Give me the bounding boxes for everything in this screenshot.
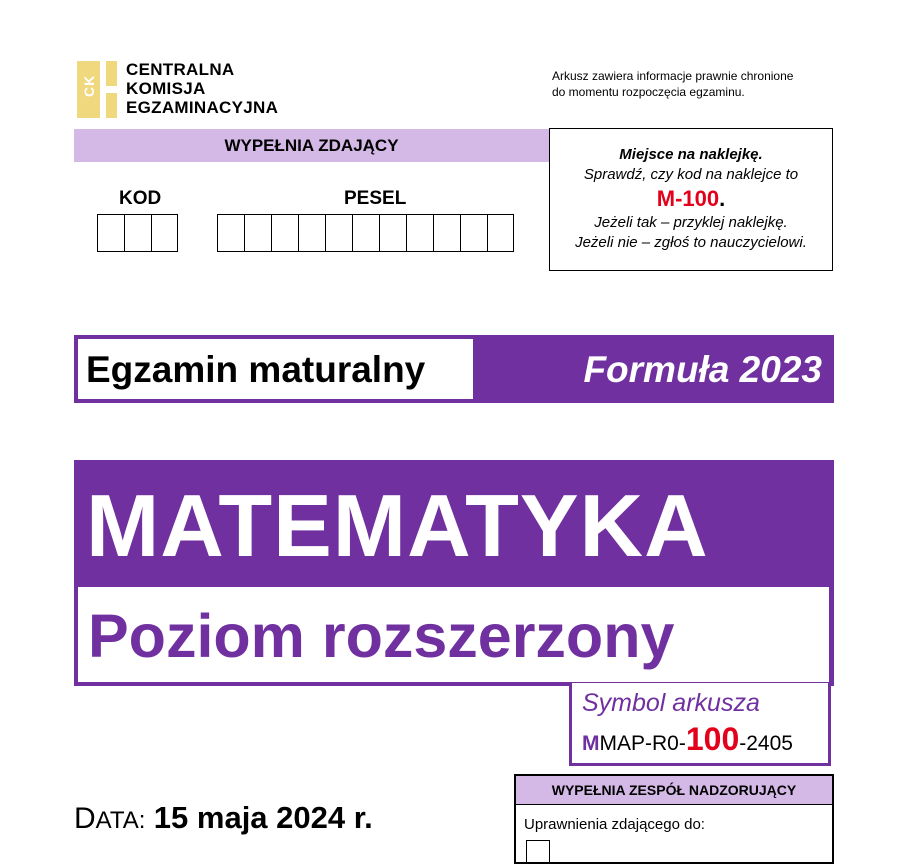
exam-formula: Formuła 2023 [583, 349, 822, 390]
cke-logo-mark [77, 61, 117, 118]
pesel-digit-cell[interactable] [352, 214, 379, 252]
pesel-digit-cell[interactable] [325, 214, 352, 252]
pesel-digit-cell[interactable] [298, 214, 325, 252]
pesel-digit-cell[interactable] [379, 214, 406, 252]
pesel-digit-cell[interactable] [460, 214, 487, 252]
kod-digit-cell[interactable] [97, 214, 124, 252]
sticker-code: M-100. [656, 186, 726, 211]
sheet-symbol-label: Symbol arkusza [582, 689, 760, 717]
cke-logo-text [126, 60, 278, 117]
kod-digit-cell[interactable] [151, 214, 178, 252]
supervision-box [514, 774, 834, 864]
kod-input-cells[interactable] [97, 214, 178, 252]
notice-line-2: do momentu rozpoczęcia egzaminu. [552, 85, 745, 99]
sheet-symbol-box [569, 683, 831, 766]
notice-line-1: Arkusz zawiera informacje prawnie chronione [552, 69, 794, 83]
pesel-digit-cell[interactable] [406, 214, 433, 252]
pesel-digit-cell[interactable] [217, 214, 244, 252]
pesel-digit-cell[interactable] [487, 214, 514, 252]
kod-digit-cell[interactable] [124, 214, 151, 252]
logo-line-2: KOMISJA [126, 79, 206, 98]
subject-title: MATEMATYKA [86, 476, 709, 575]
pesel-digit-cell[interactable] [271, 214, 298, 252]
level-panel [78, 587, 829, 682]
logo-line-3: EGZAMINACYJNA [126, 98, 279, 117]
pesel-input-cells[interactable] [217, 214, 514, 252]
sticker-title: Miejsce na naklejkę. [619, 146, 763, 163]
sticker-placement-box [549, 128, 833, 271]
kod-label: KOD [119, 188, 162, 209]
sticker-no-text: Jeżeli nie – zgłoś to nauczycielowi. [575, 234, 807, 251]
supervision-text: Uprawnienia zdającego do: [524, 816, 705, 833]
exam-date: DATA: 15 maja 2024 r. [74, 800, 373, 835]
supervision-header: WYPEŁNIA ZESPÓŁ NADZORUJĄCY [516, 776, 832, 805]
level-title: Poziom rozszerzony [88, 602, 675, 670]
logo-mark-text: CK [81, 74, 97, 97]
pesel-digit-cell[interactable] [244, 214, 271, 252]
sheet-symbol-code: MMAP-R0-100-2405 [582, 721, 793, 757]
sticker-check-text: Sprawdź, czy kod na naklejce to [583, 166, 799, 183]
exam-title: Egzamin maturalny [86, 349, 426, 390]
legal-notice [552, 68, 793, 100]
exam-date-value: 15 maja 2024 r. [153, 800, 373, 835]
supervision-checkbox[interactable] [526, 840, 550, 864]
subject-banner [74, 460, 834, 686]
exam-banner [74, 335, 834, 403]
candidate-section-header: WYPEŁNIA ZDAJĄCY [74, 129, 549, 162]
sticker-yes-text: Jeżeli tak – przyklej naklejkę. [594, 214, 788, 231]
logo-line-1: CENTRALNA [126, 60, 235, 79]
pesel-digit-cell[interactable] [433, 214, 460, 252]
pesel-label: PESEL [344, 188, 407, 209]
